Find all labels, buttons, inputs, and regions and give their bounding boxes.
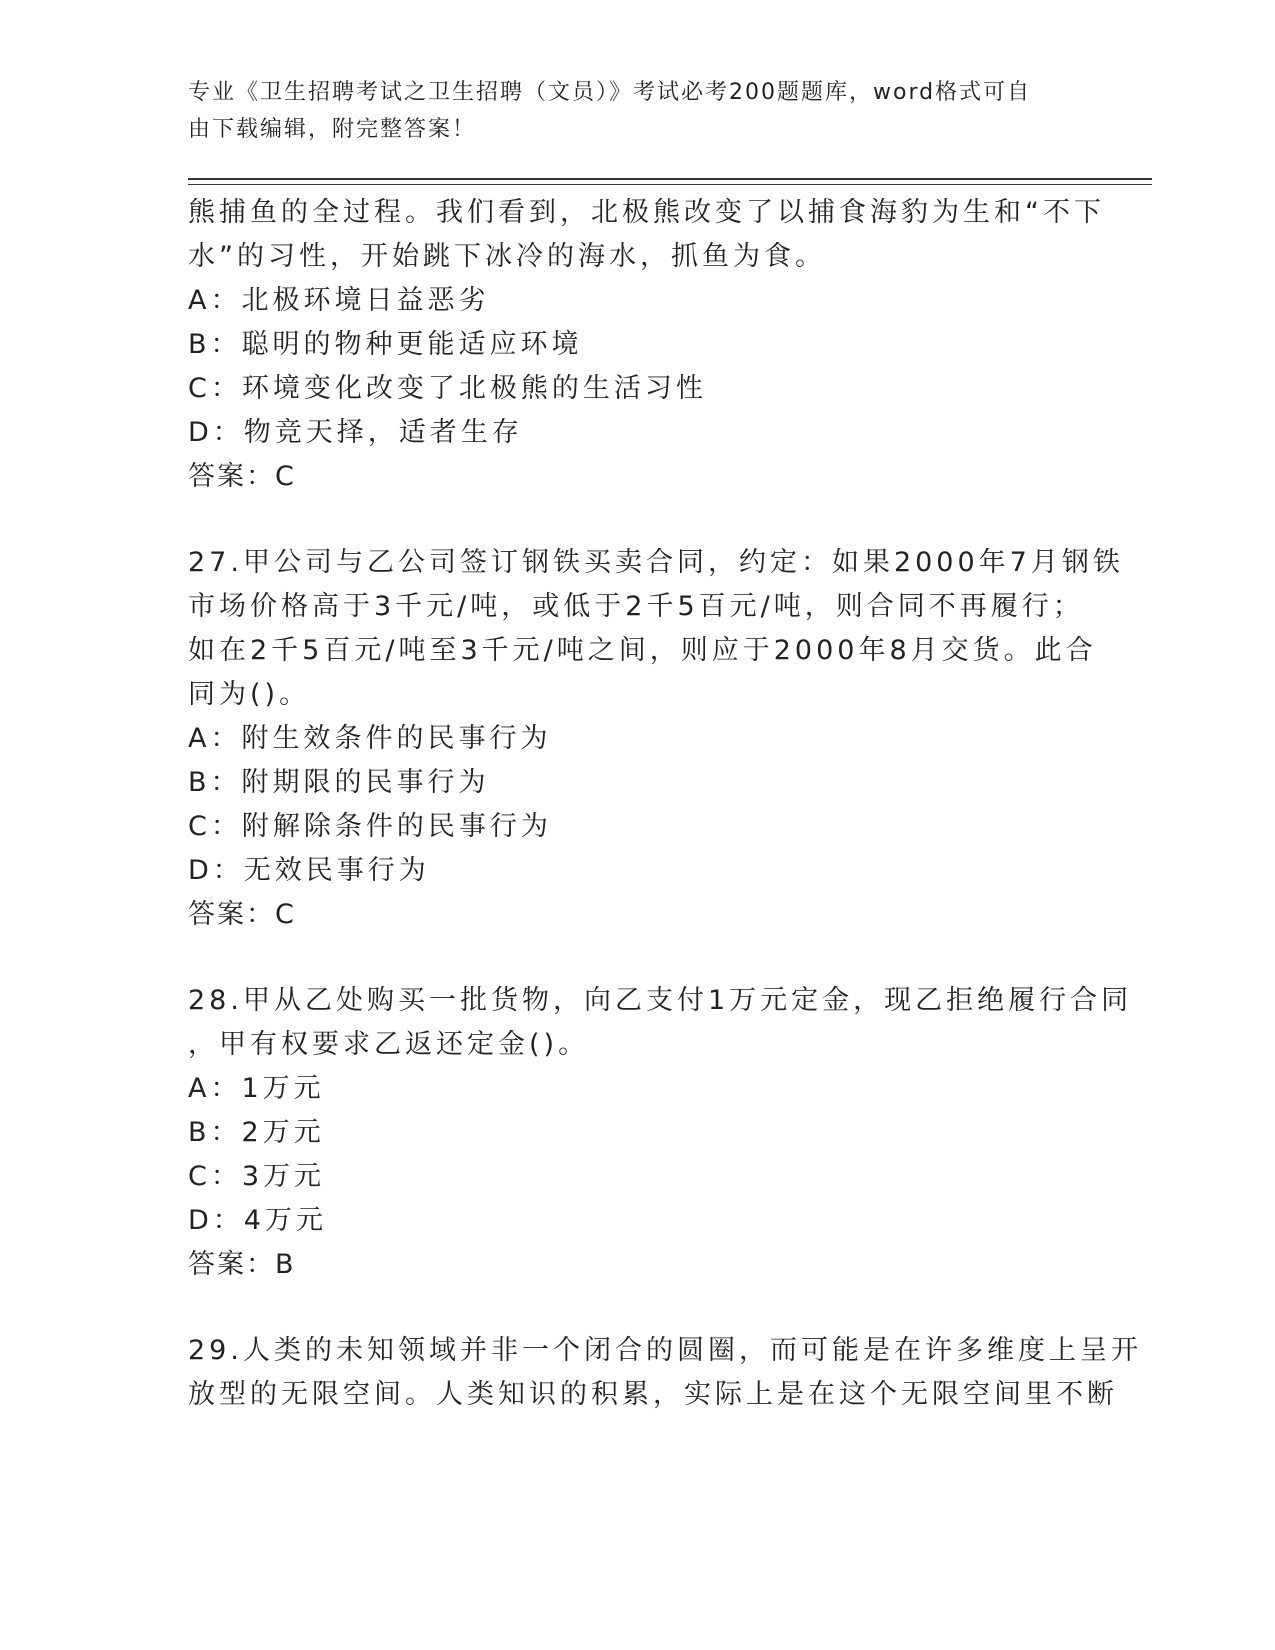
q28-option-d: D：4万元 <box>188 1205 327 1236</box>
q26-option-c: C：环境变化改变了北极熊的生活习性 <box>188 373 707 404</box>
q26-option-b: B：聪明的物种更能适应环境 <box>188 329 583 360</box>
q27-stem-line: 如在2千5百元/吨至3千元/吨之间，则应于2000年8月交货。此合 <box>188 635 1097 666</box>
q29-stem-line: 放型的无限空间。人类知识的积累，实际上是在这个无限空间里不断 <box>188 1379 1118 1410</box>
q26-answer: 答案：C <box>188 461 296 492</box>
question-body <box>188 0 1142 1650</box>
q27-answer: 答案：C <box>188 899 296 930</box>
q29-stem-line: 29.人类的未知领域并非一个闭合的圆圈，而可能是在许多维度上呈开 <box>188 1335 1142 1366</box>
q26-option-d: D：物竞天择，适者生存 <box>188 417 523 448</box>
q26-stem-line: 熊捕鱼的全过程。我们看到，北极熊改变了以捕食海豹为生和“不下 <box>188 197 1105 228</box>
q28-stem-line: ，甲有权要求乙返还定金()。 <box>188 1029 590 1060</box>
q28-answer: 答案：B <box>188 1249 296 1280</box>
q27-option-c: C：附解除条件的民事行为 <box>188 811 552 842</box>
q26-stem-line: 水”的习性，开始跳下冰冷的海水，抓鱼为食。 <box>188 241 826 272</box>
q26-option-a: A：北极环境日益恶劣 <box>188 285 490 316</box>
q28-option-c: C：3万元 <box>188 1161 326 1192</box>
q28-option-a: A：1万元 <box>188 1073 325 1104</box>
q27-option-b: B：附期限的民事行为 <box>188 767 490 798</box>
q27-option-d: D：无效民事行为 <box>188 855 430 886</box>
q28-stem-line: 28.甲从乙处购买一批货物，向乙支付1万元定金，现乙拒绝履行合同 <box>188 985 1133 1016</box>
header-line-1: 专业《卫生招聘考试之卫生招聘（文员）》考试必考200题题库，word格式可自 <box>188 80 1032 105</box>
q27-stem-line: 同为()。 <box>188 679 311 710</box>
q27-option-a: A：附生效条件的民事行为 <box>188 723 552 754</box>
q27-stem-line: 市场价格高于3千元/吨，或低于2千5百元/吨，则合同不再履行； <box>188 591 1084 622</box>
header-line-2: 由下载编辑，附完整答案！ <box>188 117 477 142</box>
q27-stem-line: 27.甲公司与乙公司签订钢铁买卖合同，约定：如果2000年7月钢铁 <box>188 547 1124 578</box>
q28-option-b: B：2万元 <box>188 1117 325 1148</box>
